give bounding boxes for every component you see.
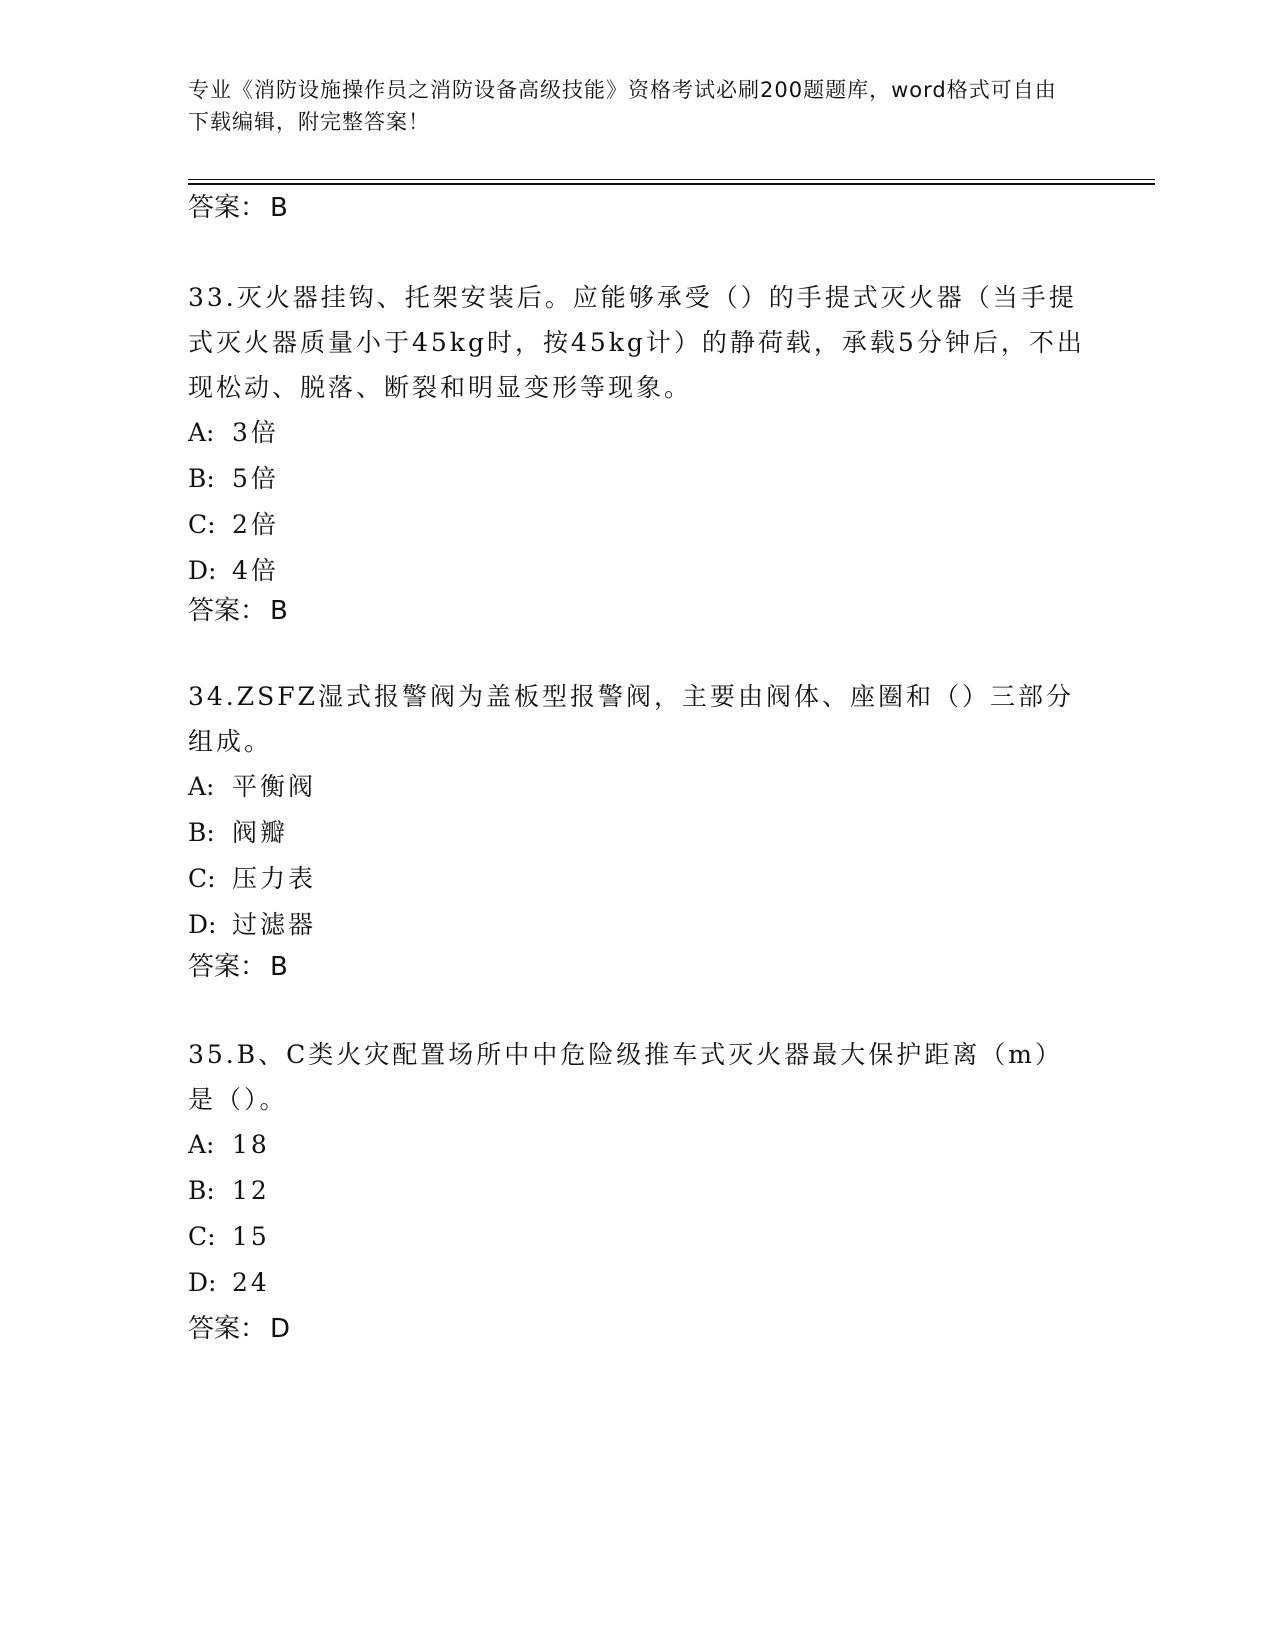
option-d — [188, 1260, 1088, 1306]
option-letter: B: — [188, 464, 215, 493]
option-text: 12 — [232, 1176, 270, 1205]
option-text: 3倍 — [232, 418, 279, 447]
option-letter: C: — [188, 510, 216, 539]
answer-label: 答案： — [188, 193, 267, 223]
option-text: 18 — [232, 1130, 270, 1159]
answer-label: 答案： — [188, 596, 267, 626]
answer-value: D — [270, 1314, 291, 1344]
answer-line — [188, 1312, 290, 1346]
option-a — [188, 764, 1088, 810]
option-a — [188, 410, 1088, 456]
option-a — [188, 1122, 1088, 1168]
option-d — [188, 548, 1088, 594]
option-letter: B: — [188, 818, 215, 847]
option-text: 4倍 — [232, 556, 279, 585]
answer-line — [188, 594, 288, 628]
question-34 — [188, 674, 1088, 948]
option-text: 平衡阀 — [232, 772, 317, 801]
option-letter: A: — [188, 1130, 215, 1159]
option-letter: A: — [188, 772, 215, 801]
option-b — [188, 1168, 1088, 1214]
option-c — [188, 502, 1088, 548]
option-letter: C: — [188, 864, 216, 893]
option-text: 2倍 — [232, 510, 279, 539]
answer-label: 答案： — [188, 1314, 267, 1344]
question-text: 33.灭火器挂钩、托架安装后。应能够承受（）的手提式灭火器（当手提式灭火器质量小于45kg时，按45kg计）的静荷载，承载5分钟后，不出现松动、脱落、断裂和明显变形等现象。 — [188, 283, 1085, 402]
answer-line — [188, 191, 288, 225]
header-divider-thick — [188, 183, 1155, 185]
document-header: 专业《消防设施操作员之消防设备高级技能》资格考试必刷200题题库，word格式可自由下载编辑，附完整答案！ — [188, 78, 1057, 134]
option-letter: A: — [188, 418, 215, 447]
header-divider-thin — [188, 179, 1155, 180]
answer-value: B — [270, 596, 288, 626]
option-letter: D: — [188, 910, 217, 939]
option-text: 15 — [232, 1222, 270, 1251]
option-b — [188, 456, 1088, 502]
option-text: 压力表 — [232, 864, 317, 893]
answer-label: 答案： — [188, 952, 267, 982]
question-text: 34.ZSFZ湿式报警阀为盖板型报警阀，主要由阀体、座圈和（）三部分组成。 — [188, 682, 1074, 756]
answer-value: B — [270, 193, 288, 223]
option-b — [188, 810, 1088, 856]
answer-line — [188, 950, 288, 984]
answer-value: B — [270, 952, 288, 982]
option-c — [188, 1214, 1088, 1260]
option-text: 24 — [232, 1268, 270, 1297]
option-letter: C: — [188, 1222, 216, 1251]
option-d — [188, 902, 1088, 948]
option-letter: D: — [188, 1268, 217, 1297]
option-c — [188, 856, 1088, 902]
option-text: 过滤器 — [232, 910, 317, 939]
option-letter: B: — [188, 1176, 215, 1205]
option-letter: D: — [188, 556, 217, 585]
question-35 — [188, 1032, 1088, 1306]
option-text: 阀瓣 — [232, 818, 289, 847]
option-text: 5倍 — [232, 464, 279, 493]
question-text: 35.B、C类火灾配置场所中中危险级推车式灭火器最大保护距离（m）是（）。 — [188, 1040, 1063, 1114]
question-33 — [188, 275, 1088, 594]
